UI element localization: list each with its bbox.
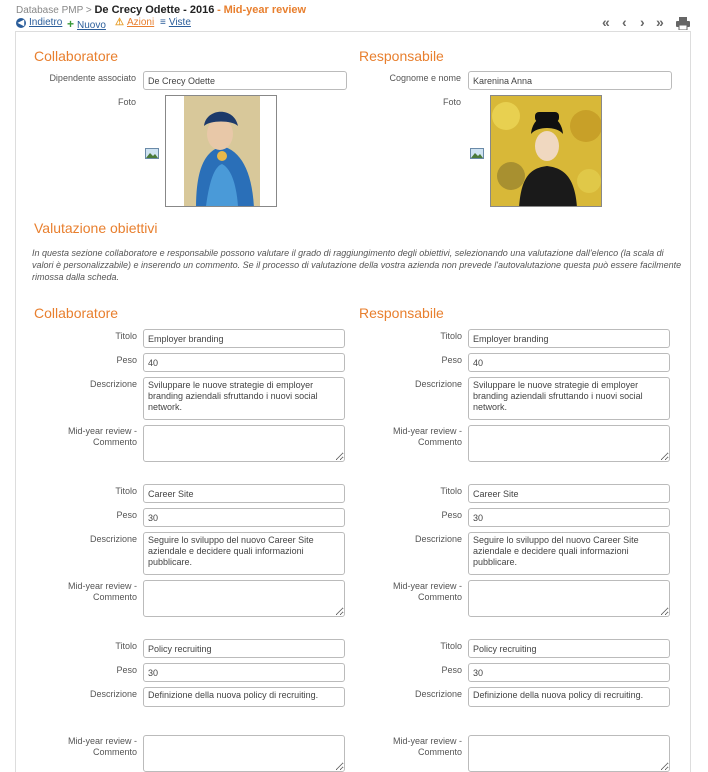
- manager-title-label: Titolo: [440, 486, 462, 496]
- collaborator-section-title: Collaboratore: [34, 48, 119, 64]
- new-label: Nuovo: [77, 20, 106, 31]
- breadcrumb-record: De Crecy Odette - 2016: [94, 4, 215, 16]
- collaborator-description-label: Descrizione: [89, 534, 137, 544]
- manager-title-field[interactable]: [468, 484, 670, 503]
- objectives-title: Valutazione obiettivi: [34, 220, 158, 236]
- collaborator-comment-label-line2: Commento: [92, 437, 137, 447]
- collaborator-title-label: Titolo: [115, 486, 137, 496]
- manager-comment-label-line2: Commento: [417, 747, 462, 757]
- manager-weight-field[interactable]: [468, 353, 670, 372]
- manager-weight-label: Peso: [441, 665, 462, 675]
- collaborator-comment-textarea[interactable]: [143, 580, 345, 617]
- manager-description-label: Descrizione: [414, 689, 462, 699]
- objectives-manager-title: Responsabile: [359, 305, 444, 321]
- collaborator-comment-label-line1: Mid-year review -: [67, 426, 137, 436]
- manager-comment-label-line1: Mid-year review -: [392, 581, 462, 591]
- breadcrumb-dash: -: [217, 4, 221, 16]
- collaborator-comment-label: [20, 581, 137, 603]
- manager-comment-label-line1: Mid-year review -: [392, 736, 462, 746]
- collaborator-comment-label-line1: Mid-year review -: [67, 736, 137, 746]
- manager-description-field[interactable]: Seguire lo sviluppo del nuovo Career Site aziendale e decidere quali informazioni pubblicare.: [468, 532, 670, 575]
- image-upload-icon[interactable]: [470, 148, 484, 159]
- collaborator-description-field[interactable]: Sviluppare le nuove strategie di employer branding aziendali sfruttando i nuovi social network.: [143, 377, 345, 420]
- breadcrumb-section: Mid-year review: [223, 4, 307, 16]
- list-icon: ≡: [160, 17, 166, 28]
- collaborator-weight-field[interactable]: [143, 353, 345, 372]
- back-arrow-icon: ◀: [17, 18, 25, 27]
- manager-weight-label: Peso: [441, 355, 462, 365]
- employee-label: Dipendente associato: [49, 73, 136, 83]
- manager-weight-field[interactable]: [468, 508, 670, 527]
- new-button[interactable]: [67, 17, 106, 31]
- collaborator-comment-textarea[interactable]: [143, 735, 345, 772]
- collaborator-comment-label-line2: Commento: [92, 592, 137, 602]
- next-record-icon[interactable]: ›: [640, 14, 645, 30]
- breadcrumb: [16, 4, 306, 16]
- manager-description-label: Descrizione: [414, 379, 462, 389]
- manager-weight-label: Peso: [441, 510, 462, 520]
- collaborator-comment-label: [20, 426, 137, 448]
- manager-title-field[interactable]: [468, 329, 670, 348]
- manager-weight-field[interactable]: [468, 663, 670, 682]
- manager-comment-textarea[interactable]: [468, 580, 670, 617]
- collaborator-title-label: Titolo: [115, 331, 137, 341]
- manager-comment-label: [340, 581, 462, 603]
- last-record-icon[interactable]: »: [656, 14, 664, 30]
- actions-label: Azioni: [126, 17, 155, 28]
- collaborator-description-label: Descrizione: [89, 379, 137, 389]
- collaborator-description-field[interactable]: Seguire lo sviluppo del nuovo Career Site aziendale e decidere quali informazioni pubblicare.: [143, 532, 345, 575]
- collaborator-comment-textarea[interactable]: [143, 425, 345, 462]
- plus-icon: +: [67, 17, 75, 31]
- collaborator-description-label: Descrizione: [89, 689, 137, 699]
- collaborator-weight-field[interactable]: [143, 508, 345, 527]
- views-label: Viste: [168, 17, 191, 28]
- image-upload-icon[interactable]: [145, 148, 159, 159]
- manager-comment-label: [340, 736, 462, 758]
- top-bar: [0, 0, 708, 32]
- manager-field[interactable]: [468, 71, 672, 90]
- objectives-collaborator-title: Collaboratore: [34, 305, 119, 321]
- collaborator-comment-label-line1: Mid-year review -: [67, 581, 137, 591]
- employee-field[interactable]: [143, 71, 347, 90]
- manager-comment-textarea[interactable]: [468, 425, 670, 462]
- manager-comment-label-line1: Mid-year review -: [392, 426, 462, 436]
- manager-comment-label-line2: Commento: [417, 592, 462, 602]
- collaborator-comment-label-line2: Commento: [92, 747, 137, 757]
- actions-button[interactable]: [115, 17, 154, 28]
- manager-label: Cognome e nome: [389, 73, 461, 83]
- manager-description-field[interactable]: Definizione della nuova policy di recruiting.: [468, 687, 670, 707]
- employee-photo: [165, 95, 277, 207]
- manager-photo: [490, 95, 602, 207]
- collaborator-title-label: Titolo: [115, 641, 137, 651]
- breadcrumb-root[interactable]: Database PMP: [16, 5, 84, 16]
- objectives-intro: In questa sezione collaboratore e responsabile possono valutare il grado di raggiungimento degli obiettivi, selezionando una valutazione dall'elenco (la scala di valori è personalizzabile) e inserendo un commento. Se il processo di valutazione della vostra azienda non prevede l'autovalutazione questa può essere facilmente rimossa dalla scheda.: [32, 248, 682, 282]
- manager-comment-textarea[interactable]: [468, 735, 670, 772]
- collaborator-weight-label: Peso: [116, 665, 137, 675]
- manager-description-label: Descrizione: [414, 534, 462, 544]
- views-button[interactable]: [160, 17, 191, 28]
- collaborator-comment-label: [20, 736, 137, 758]
- first-record-icon[interactable]: «: [602, 14, 610, 30]
- collaborator-title-field[interactable]: [143, 329, 345, 348]
- manager-photo-label: Foto: [442, 97, 461, 107]
- manager-section-title: Responsabile: [359, 48, 444, 64]
- manager-comment-label-line2: Commento: [417, 437, 462, 447]
- collaborator-title-field[interactable]: [143, 639, 345, 658]
- collaborator-weight-field[interactable]: [143, 663, 345, 682]
- back-label: Indietro: [29, 17, 63, 28]
- collaborator-weight-label: Peso: [116, 510, 137, 520]
- collaborator-description-field[interactable]: Definizione della nuova policy di recruiting.: [143, 687, 345, 707]
- previous-record-icon[interactable]: ‹: [622, 14, 627, 30]
- warning-icon: ⚠: [115, 17, 124, 28]
- manager-title-label: Titolo: [440, 331, 462, 341]
- manager-title-field[interactable]: [468, 639, 670, 658]
- print-icon[interactable]: [676, 17, 690, 30]
- manager-title-label: Titolo: [440, 641, 462, 651]
- back-button[interactable]: [16, 17, 62, 28]
- employee-photo-label: Foto: [117, 97, 136, 107]
- collaborator-weight-label: Peso: [116, 355, 137, 365]
- manager-comment-label: [340, 426, 462, 448]
- manager-description-field[interactable]: Sviluppare le nuove strategie di employer branding aziendali sfruttando i nuovi social network.: [468, 377, 670, 420]
- collaborator-title-field[interactable]: [143, 484, 345, 503]
- breadcrumb-separator: >: [85, 5, 92, 16]
